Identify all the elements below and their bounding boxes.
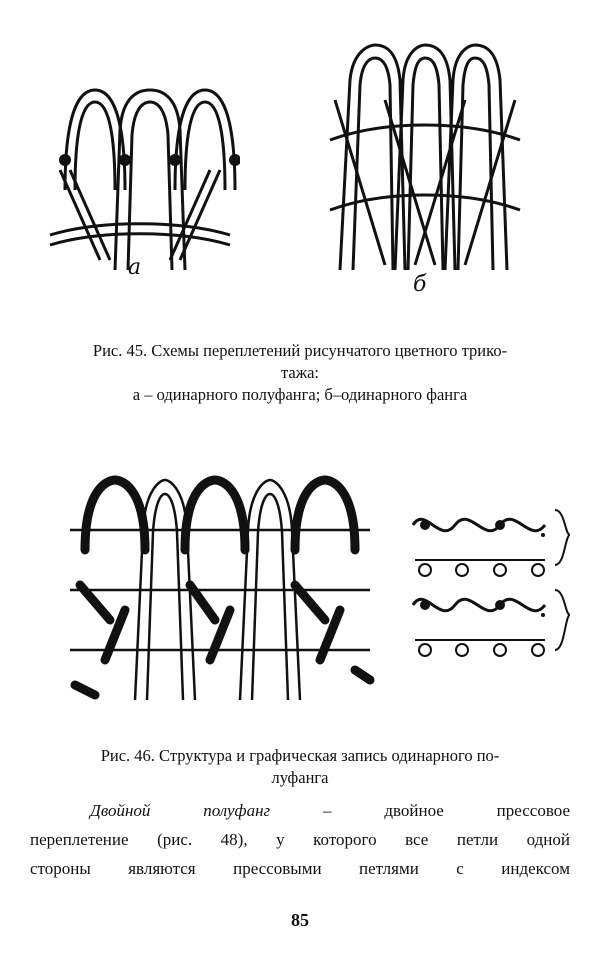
- caption-line: Рис. 46. Структура и графическая запись одинарного по-: [100, 746, 500, 765]
- figure-46-notation-diagram: [405, 505, 575, 675]
- caption-line: луфанга: [271, 768, 329, 787]
- caption-line: а – одинарного полуфанга; б–одинарного фанга: [132, 385, 468, 404]
- body-paragraph: [30, 796, 570, 883]
- figure-45-caption: [40, 340, 560, 406]
- paragraph-line: переплетение (рис. 48), у которого все петли одной: [30, 830, 570, 849]
- page-number: 85: [291, 910, 309, 930]
- figure-45b-illustration: [325, 40, 525, 275]
- figure-46-structure-illustration: [65, 470, 375, 700]
- term-italic: Двойной полуфанг: [90, 801, 271, 820]
- figure-45a-label: а: [128, 255, 142, 280]
- paragraph-line: стороны являются прессовыми петлями с индексом: [30, 859, 570, 878]
- caption-line: тажа:: [280, 363, 320, 382]
- paragraph-line: [30, 796, 570, 825]
- figure-46-caption: [40, 745, 560, 789]
- caption-line: Рис. 45. Схемы переплетений рисунчатого цветного трико-: [92, 341, 508, 360]
- figure-45b-label: б: [413, 272, 427, 297]
- figure-45a-illustration: [40, 70, 240, 270]
- paragraph-text: – двойное прессовое: [323, 801, 570, 820]
